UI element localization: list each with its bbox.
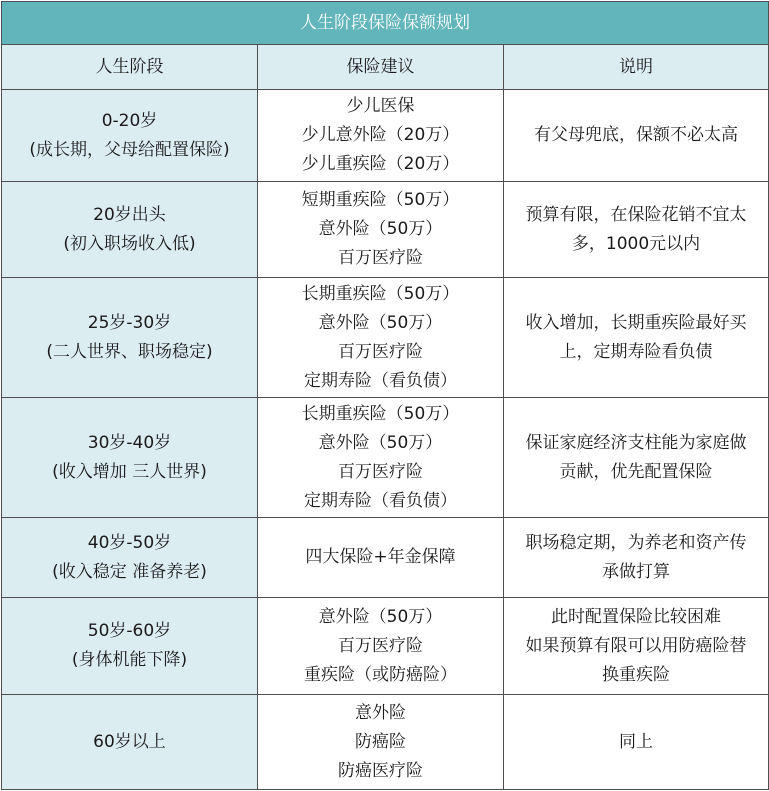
note-cell-line: 同上: [619, 731, 654, 752]
column-header-stage: 人生阶段: [2, 45, 258, 90]
note-cell-line: 上，定期寿险看负债: [559, 341, 713, 362]
note-cell: [504, 695, 769, 790]
note-cell-content: [526, 603, 747, 690]
note-cell: [504, 90, 769, 182]
stage-cell-line: 50岁-60岁: [87, 621, 172, 641]
advice-cell-line: 少儿医保: [346, 96, 415, 116]
advice-cell-line: 防癌医疗险: [338, 760, 423, 781]
advice-cell: [258, 182, 504, 278]
stage-cell: [2, 518, 258, 598]
note-cell-line: 如果预算有限可以用防癌险替: [525, 635, 747, 656]
note-cell-content: [619, 728, 653, 757]
advice-cell-line: 重疾险（或防癌险）: [304, 664, 457, 685]
note-cell-content: [526, 201, 747, 259]
stage-cell-line: 60岁以上: [93, 731, 166, 752]
advice-cell-line: 防癌险: [355, 731, 406, 752]
advice-cell-content: [302, 92, 460, 179]
note-cell-line: 多，1000元以内: [571, 233, 701, 254]
advice-cell-line: 短期重疾险（50万）: [301, 190, 460, 210]
advice-cell-line: 意外险（50万）: [318, 606, 443, 627]
stage-cell-line: 20岁出头: [93, 204, 166, 225]
note-cell: [504, 598, 769, 695]
advice-cell: [258, 518, 504, 598]
table-row: [2, 518, 769, 598]
stage-cell-content: [72, 617, 187, 675]
note-cell: [504, 518, 769, 598]
header-row: [2, 45, 769, 90]
note-cell-content: [534, 121, 738, 150]
note-cell: [504, 278, 769, 398]
table-row: [2, 598, 769, 695]
column-header-note: 说明: [504, 45, 769, 90]
stage-cell-content: [52, 429, 207, 487]
table-row: [2, 90, 769, 182]
stage-cell: [2, 278, 258, 398]
stage-cell-line: (成长期，父母给配置保险): [29, 139, 230, 160]
advice-cell-line: 百万医疗险: [337, 461, 423, 482]
table-row: [2, 278, 769, 398]
note-cell: [504, 182, 769, 278]
column-header-advice: 保险建议: [258, 45, 504, 90]
note-cell-content: [526, 529, 747, 587]
advice-cell-content: [304, 603, 457, 690]
advice-cell-line: 意外险（50万）: [318, 432, 443, 453]
stage-cell-content: [46, 309, 212, 367]
stage-cell-line: (二人世界、职场稳定): [46, 341, 213, 362]
note-cell: [504, 398, 769, 518]
table-row: [2, 695, 769, 790]
stage-cell-line: (收入稳定 准备养老): [52, 561, 207, 582]
advice-cell-line: 四大保险+年金保障: [305, 547, 456, 567]
note-cell-line: 有父母兜底，保额不必太高: [534, 125, 739, 145]
stage-cell-line: 25岁-30岁: [87, 312, 172, 333]
advice-cell-line: 少儿重疾险（20万）: [301, 154, 460, 174]
stage-cell-line: (收入增加 三人世界): [52, 461, 207, 482]
table-row: [2, 398, 769, 518]
advice-cell: [258, 695, 504, 790]
advice-cell-line: 定期寿险（看负债）: [303, 490, 457, 511]
stage-cell: [2, 695, 258, 790]
note-cell-content: [526, 309, 747, 367]
advice-cell-content: [338, 699, 423, 786]
advice-cell-content: [302, 280, 460, 396]
stage-cell: [2, 398, 258, 518]
stage-cell-content: [29, 107, 229, 165]
stage-cell-content: [63, 201, 195, 259]
stage-cell: [2, 90, 258, 182]
note-cell-line: 预算有限，在保险花销不宜太: [525, 204, 747, 225]
table-title: 人生阶段保险保额规划: [2, 2, 769, 45]
advice-cell-content: [302, 400, 460, 516]
advice-cell-line: 百万医疗险: [337, 248, 423, 268]
stage-cell-line: 0-20岁: [101, 110, 158, 131]
advice-cell-line: 长期重疾险（50万）: [301, 283, 460, 304]
table-row: [2, 182, 769, 278]
advice-cell: [258, 278, 504, 398]
advice-cell-content: [302, 186, 460, 273]
advice-cell-content: [305, 543, 455, 572]
advice-cell-line: 意外险: [355, 702, 406, 723]
note-cell-line: 保证家庭经济支柱能为家庭做: [525, 432, 747, 453]
stage-cell-content: [93, 728, 166, 757]
stage-cell: [2, 182, 258, 278]
stage-cell-line: 40岁-50岁: [87, 532, 172, 553]
insurance-plan-table: [1, 1, 769, 790]
advice-cell-line: 百万医疗险: [338, 635, 423, 656]
title-row: [2, 2, 769, 45]
advice-cell: [258, 398, 504, 518]
note-cell-line: 收入增加，长期重疾险最好买: [525, 312, 747, 333]
stage-cell-line: (初入职场收入低): [63, 233, 196, 254]
stage-cell: [2, 598, 258, 695]
stage-cell-line: 30岁-40岁: [87, 432, 172, 453]
note-cell-line: 换重疾险: [602, 664, 671, 685]
advice-cell-line: 长期重疾险（50万）: [301, 403, 460, 424]
stage-cell-content: [52, 529, 207, 587]
note-cell-line: 承做打算: [602, 561, 671, 582]
advice-cell-line: 意外险（50万）: [318, 312, 443, 333]
advice-cell-line: 意外险（50万）: [318, 219, 443, 239]
advice-cell: [258, 598, 504, 695]
note-cell-line: 此时配置保险比较困难: [551, 606, 722, 627]
advice-cell: [258, 90, 504, 182]
note-cell-content: [526, 429, 747, 487]
advice-cell-line: 少儿意外险（20万）: [301, 125, 460, 145]
note-cell-line: 职场稳定期，为养老和资产传: [525, 532, 747, 553]
stage-cell-line: (身体机能下降): [71, 650, 188, 670]
note-cell-line: 贡献，优先配置保险: [559, 461, 713, 482]
advice-cell-line: 百万医疗险: [337, 341, 423, 362]
advice-cell-line: 定期寿险（看负债）: [303, 370, 457, 391]
